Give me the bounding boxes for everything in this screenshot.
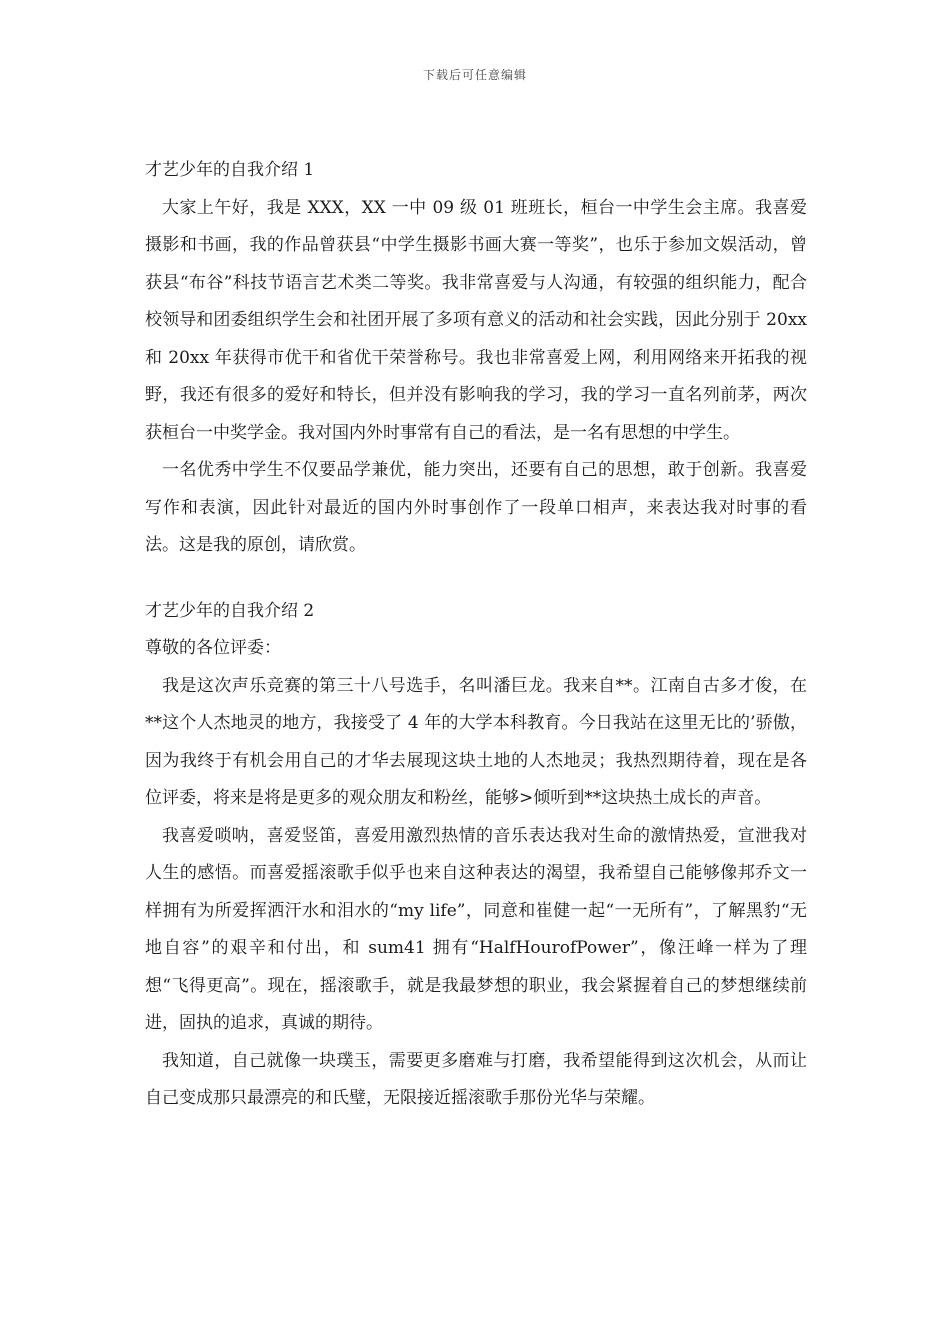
- section-2-title: 才艺少年的自我介绍 2: [145, 600, 315, 621]
- section-2-salutation: 尊敬的各位评委：: [145, 638, 281, 658]
- page-header: 下载后可任意编辑: [422, 68, 527, 82]
- section-1-paragraph-2: 一名优秀中学生不仅要品学兼优，能力突出，还要有自己的思想，敢于创新。我喜爱写作和表演，因此针对最近的国内外时事创作了一段单口相声，来表达我对时事的看法。这是我的原创，请欣赏。: [145, 460, 807, 555]
- section-2-paragraph-1: 我是这次声乐竞赛的第三十八号选手，名叫潘巨龙。我来自**。江南自古多才俊，在**这个人杰地灵的地方，我接受了 4 年的大学本科教育。今日我站在这里无比的’骄傲，因为我终于有机会用自己的才华去展现这块土地的人杰地灵；我热烈期待着，现在是各位评委，将来是将是更多的观众朋友和粉丝，能够>倾听到**这块热土成长的声音。: [145, 675, 807, 808]
- section-spacer: [145, 565, 807, 593]
- section-2-paragraph-3: 我知道，自己就像一块璞玉，需要更多磨难与打磨，我希望能得到这次机会，从而让自己变成那只最漂亮的和氏璧，无限接近摇滚歌手那份光华与荣耀。: [145, 1050, 807, 1108]
- section-1-title: 才艺少年的自我介绍 1: [145, 160, 315, 180]
- section-2-paragraph-2: 我喜爱唢呐，喜爱竖笛，喜爱用激烈热情的音乐表达我对生命的激情热爱，宣泄我对人生的感悟。而喜爱摇滚歌手似乎也来自这种表达的渴望，我希望自己能够像邦乔文一样拥有为所爱挥洒汗水和泪水的“my life”，同意和崔健一起“一无所有”，了解黑豹“无地自容”的艰辛和付出，和 sum41 拥有“HalfHourofPower”，像汪峰一样为了理想“飞得更高”。现在，摇滚歌手，就是我最梦想的职业，我会紧握着自己的梦想继续前进，固执的追求，真诚的期待。: [145, 825, 807, 1033]
- section-1-paragraph-1: 大家上午好，我是 XXX，XX 一中 09 级 01 班班长，桓台一中学生会主席。我喜爱摄影和书画，我的作品曾获县“中学生摄影书画大赛一等奖”，也乐于参加文娱活动，曾获县“布谷”科技节语言艺术类二等奖。我非常喜爱与人沟通，有较强的组织能力，配合校领导和团委组织学生会和社团开展了多项有意义的活动和社会实践，因此分别于 20xx 和 20xx 年获得市优干和省优干荣誉称号。我也非常喜爱上网，利用网络来开拓我的视野，我还有很多的爱好和特长，但并没有影响我的学习，我的学习一直名列前茅，两次获桓台一中奖学金。我对国内外时事常有自己的看法，是一名有思想的中学生。: [145, 197, 807, 443]
- document-body: [145, 152, 807, 1118]
